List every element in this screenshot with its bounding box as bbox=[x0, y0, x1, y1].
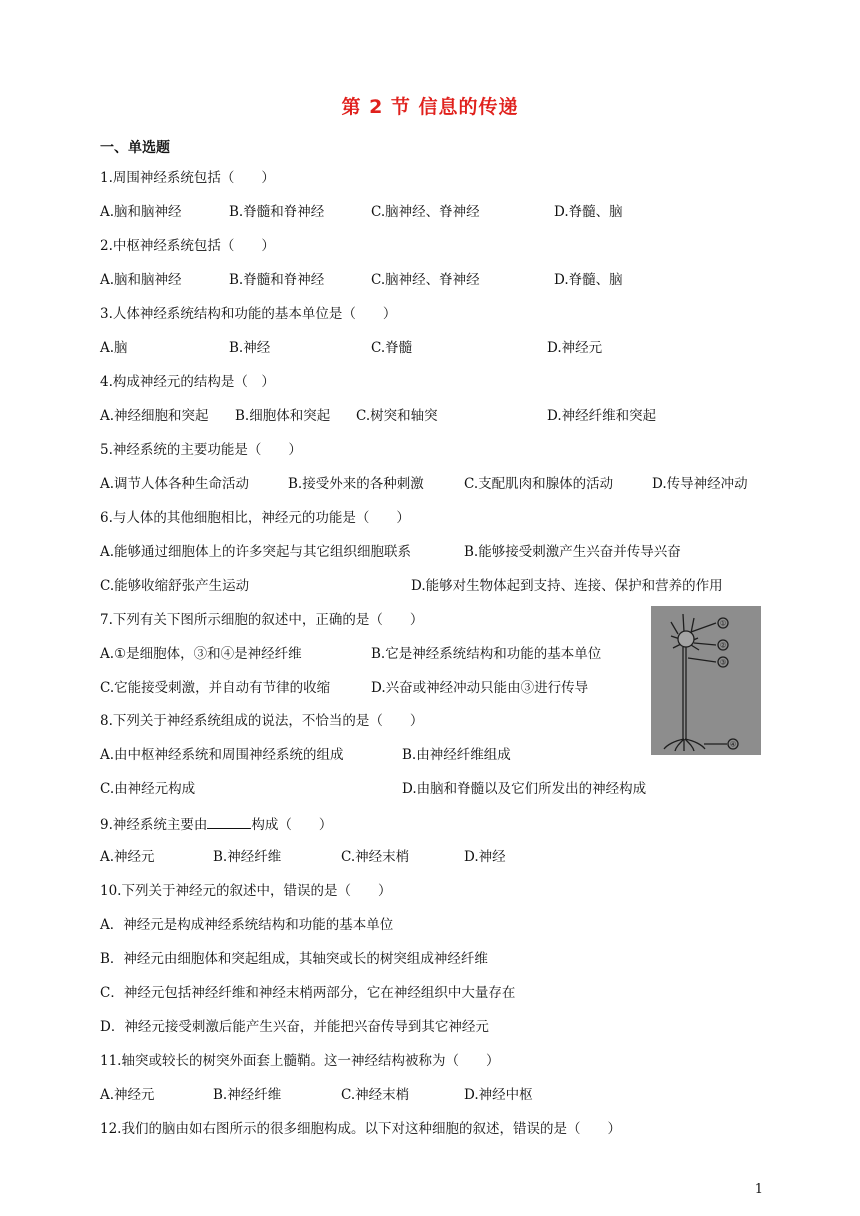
answer-blank bbox=[207, 814, 251, 829]
question-4-option-d: D.神经纤维和突起 bbox=[547, 408, 657, 424]
question-4-option-c: C.树突和轴突 bbox=[356, 408, 438, 424]
question-7-stem: 7.下列有关下图所示细胞的叙述中，正确的是（ ） bbox=[100, 612, 424, 628]
question-10-stem: 10.下列关于神经元的叙述中，错误的是（ ） bbox=[100, 883, 392, 899]
question-1-option-d: D.脊髓、脑 bbox=[554, 204, 623, 220]
question-9-option-d: D.神经 bbox=[464, 849, 506, 865]
question-2-option-c: C.脑神经、脊神经 bbox=[371, 272, 480, 288]
question-1-option-a: A.脑和脑神经 bbox=[100, 204, 182, 220]
question-3-stem: 3.人体神经系统结构和功能的基本单位是（ ） bbox=[100, 306, 397, 322]
question-4-stem: 4.构成神经元的结构是（ ） bbox=[100, 374, 275, 390]
page-number: 1 bbox=[754, 1182, 763, 1197]
question-7-option-d: D.兴奋或神经冲动只能由③进行传导 bbox=[371, 680, 589, 696]
question-6-option-c: C.能够收缩舒张产生运动 bbox=[100, 578, 250, 594]
question-7-option-c: C.它能接受刺激，并自动有节律的收缩 bbox=[100, 680, 331, 696]
question-9-option-b: B.神经纤维 bbox=[213, 849, 282, 865]
question-8-stem: 8.下列关于神经系统组成的说法，不恰当的是（ ） bbox=[100, 713, 424, 729]
neuron-figure bbox=[651, 606, 761, 755]
question-3-option-b: B.神经 bbox=[229, 340, 271, 356]
question-5-option-c: C.支配肌肉和腺体的活动 bbox=[464, 476, 614, 492]
question-9-stem-end: 构成（ ） bbox=[251, 817, 333, 833]
question-10-option-d: D．神经元接受刺激后能产生兴奋，并能把兴奋传导到其它神经元 bbox=[100, 1019, 489, 1035]
question-4-option-b: B.细胞体和突起 bbox=[235, 408, 331, 424]
figure-label-3: ③ bbox=[719, 658, 727, 667]
question-2-option-a: A.脑和脑神经 bbox=[100, 272, 182, 288]
question-7-option-b: B.它是神经系统结构和功能的基本单位 bbox=[371, 646, 602, 662]
question-5-stem: 5.神经系统的主要功能是（ ） bbox=[100, 442, 302, 458]
question-8-option-a: A.由中枢神经系统和周围神经系统的组成 bbox=[100, 747, 344, 763]
question-11-option-c: C.神经末梢 bbox=[341, 1087, 410, 1103]
question-10-option-b: B．神经元由细胞体和突起组成，其轴突或长的树突组成神经纤维 bbox=[100, 951, 488, 967]
question-3-option-a: A.脑 bbox=[100, 340, 128, 356]
question-10-option-c: C．神经元包括神经纤维和神经末梢两部分，它在神经组织中大量存在 bbox=[100, 985, 516, 1001]
question-10-option-a: A．神经元是构成神经系统结构和功能的基本单位 bbox=[100, 917, 394, 933]
question-8-option-d: D.由脑和脊髓以及它们所发出的神经构成 bbox=[402, 781, 647, 797]
question-9-stem-start: 9.神经系统主要由 bbox=[100, 817, 208, 833]
question-9-stem bbox=[100, 814, 332, 834]
question-6-option-b: B.能够接受刺激产生兴奋并传导兴奋 bbox=[464, 544, 681, 560]
question-1-stem: 1.周围神经系统包括（ ） bbox=[100, 170, 275, 186]
question-11-option-b: B.神经纤维 bbox=[213, 1087, 282, 1103]
question-5-option-d: D.传导神经冲动 bbox=[652, 476, 748, 492]
figure-label-2: ② bbox=[719, 641, 727, 650]
question-5-option-b: B.接受外来的各种刺激 bbox=[288, 476, 424, 492]
question-2-stem: 2.中枢神经系统包括（ ） bbox=[100, 238, 275, 254]
figure-label-4: ④ bbox=[729, 740, 737, 749]
question-11-option-a: A.神经元 bbox=[100, 1087, 155, 1103]
figure-label-1: ① bbox=[719, 619, 727, 628]
question-12-stem: 12.我们的脑由如右图所示的很多细胞构成。以下对这种细胞的叙述，错误的是（ ） bbox=[100, 1121, 621, 1137]
question-9-option-a: A.神经元 bbox=[100, 849, 155, 865]
question-5-option-a: A.调节人体各种生命活动 bbox=[100, 476, 250, 492]
question-8-option-c: C.由神经元构成 bbox=[100, 781, 196, 797]
question-11-option-d: D.神经中枢 bbox=[464, 1087, 533, 1103]
question-9-option-c: C.神经末梢 bbox=[341, 849, 410, 865]
neuron-diagram bbox=[651, 606, 761, 755]
section-heading: 一、单选题 bbox=[100, 140, 170, 156]
question-8-option-b: B.由神经纤维组成 bbox=[402, 747, 511, 763]
question-1-option-b: B.脊髓和脊神经 bbox=[229, 204, 325, 220]
page-title: 第 2 节 信息的传递 bbox=[341, 96, 519, 118]
question-3-option-d: D.神经元 bbox=[547, 340, 603, 356]
question-3-option-c: C.脊髓 bbox=[371, 340, 413, 356]
question-6-option-a: A.能够通过细胞体上的许多突起与其它组织细胞联系 bbox=[100, 544, 412, 560]
question-7-option-a: A.①是细胞体，③和④是神经纤维 bbox=[100, 646, 302, 662]
question-1-option-c: C.脑神经、脊神经 bbox=[371, 204, 480, 220]
question-2-option-b: B.脊髓和脊神经 bbox=[229, 272, 325, 288]
question-2-option-d: D.脊髓、脑 bbox=[554, 272, 623, 288]
question-11-stem: 11.轴突或较长的树突外面套上髓鞘。这一神经结构被称为（ ） bbox=[100, 1053, 500, 1069]
question-6-stem: 6.与人体的其他细胞相比，神经元的功能是（ ） bbox=[100, 510, 410, 526]
question-4-option-a: A.神经细胞和突起 bbox=[100, 408, 209, 424]
question-6-option-d: D.能够对生物体起到支持、连接、保护和营养的作用 bbox=[411, 578, 723, 594]
